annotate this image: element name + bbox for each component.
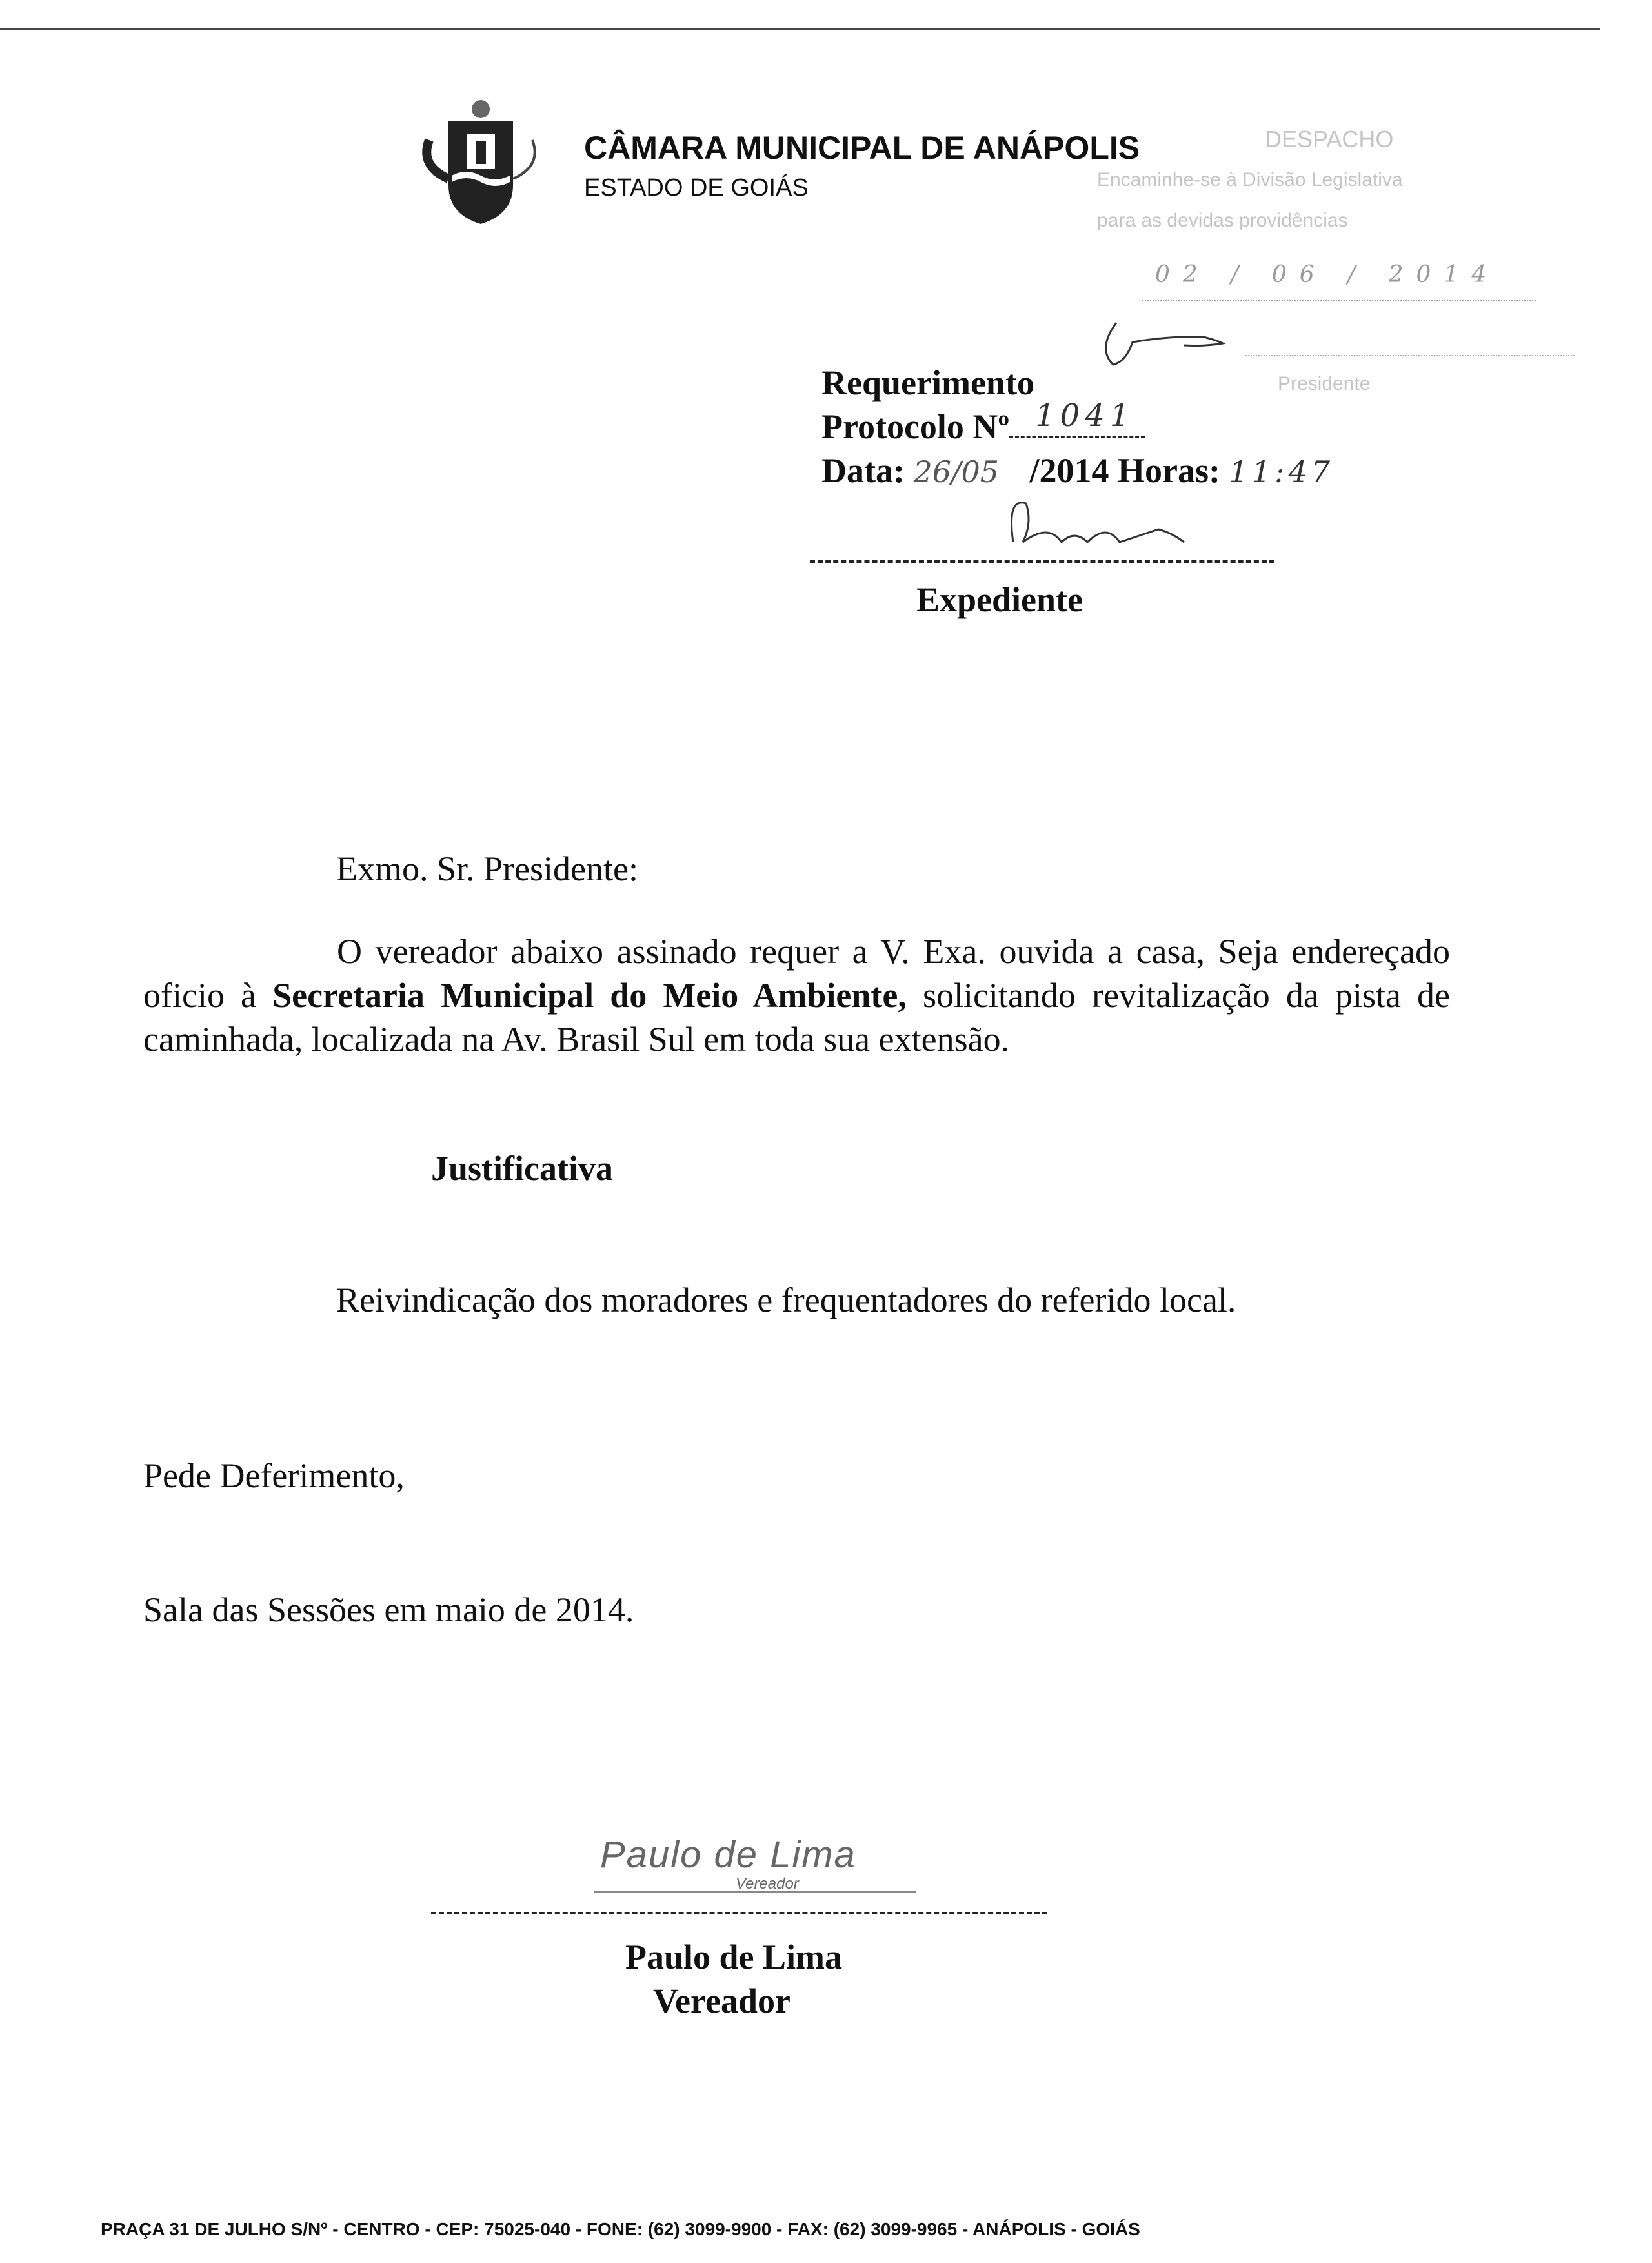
- footer-address: PRAÇA 31 DE JULHO S/Nº - CENTRO - CEP: 75025-040 - FONE: (62) 3099-9900 - FAX: (62) 3099-9965 - ANÁPOLIS - GOIÁS: [101, 2219, 1140, 2239]
- date-field: [821, 451, 1334, 491]
- stamp-title: DESPACHO: [1265, 126, 1394, 152]
- signature-line: [431, 1912, 1047, 1914]
- protocol-number: 1041: [1035, 398, 1135, 434]
- expedient-line: [810, 560, 1274, 563]
- hours-label: Horas:: [1117, 451, 1220, 490]
- stamp-line2: para as devidas providências: [1097, 210, 1348, 231]
- president-signature: [1091, 316, 1271, 374]
- receiver-signature: [994, 491, 1265, 562]
- signature-stamp-role: Vereador: [736, 1875, 799, 1893]
- state-name: ESTADO DE GOIÁS: [584, 174, 809, 201]
- top-rule: [0, 28, 1600, 30]
- stamp-signature-line: [1245, 355, 1575, 356]
- institution-name: CÂMARA MUNICIPAL DE ANÁPOLIS: [584, 130, 1140, 166]
- salutation: Exmo. Sr. Presidente:: [336, 849, 638, 888]
- coat-of-arms-logo: [416, 95, 545, 230]
- request-paragraph: [143, 929, 1450, 1061]
- closing: Pede Deferimento,: [143, 1456, 405, 1495]
- stamp-role: Presidente: [1278, 373, 1371, 394]
- request-type: Requerimento: [821, 363, 1034, 402]
- place-date: Sala das Sessões em maio de 2014.: [143, 1590, 634, 1629]
- stamp-date-line: [1142, 300, 1536, 301]
- justification-text: Reivindicação dos moradores e frequentadores do referido local.: [336, 1281, 1236, 1319]
- expedient-label: Expediente: [916, 580, 1083, 619]
- justification-heading: Justificativa: [431, 1149, 613, 1188]
- protocol-field: [821, 398, 1145, 447]
- stamp-line1: Encaminhe-se à Divisão Legislativa: [1097, 169, 1403, 190]
- signer-role: Vereador: [653, 1982, 791, 2020]
- signature-stamp-line: [594, 1891, 916, 1893]
- signature-stamp-name: Paulo de Lima: [600, 1834, 856, 1876]
- hours-value: 11:47: [1229, 454, 1335, 489]
- body-text-end: solicitando revitalização da pista de caminhada, localizada na Av. Brasil Sul em toda sua extensão.: [143, 976, 1450, 1059]
- body-text: O vereador abaixo assinado requer a V. Exa. ouvida a casa, Seja endereçado oficio à: [143, 932, 1450, 1015]
- protocol-label: Protocolo Nº: [821, 407, 1010, 446]
- date-value: 26/05: [913, 454, 1000, 489]
- signer-name: Paulo de Lima: [625, 1938, 843, 1976]
- date-label: Data:: [821, 451, 905, 490]
- date-year: /2014: [1029, 451, 1109, 490]
- body-recipient: Secretaria Municipal do Meio Ambiente,: [272, 976, 907, 1015]
- stamp-date: 02 / 06 / 2014: [1155, 261, 1500, 288]
